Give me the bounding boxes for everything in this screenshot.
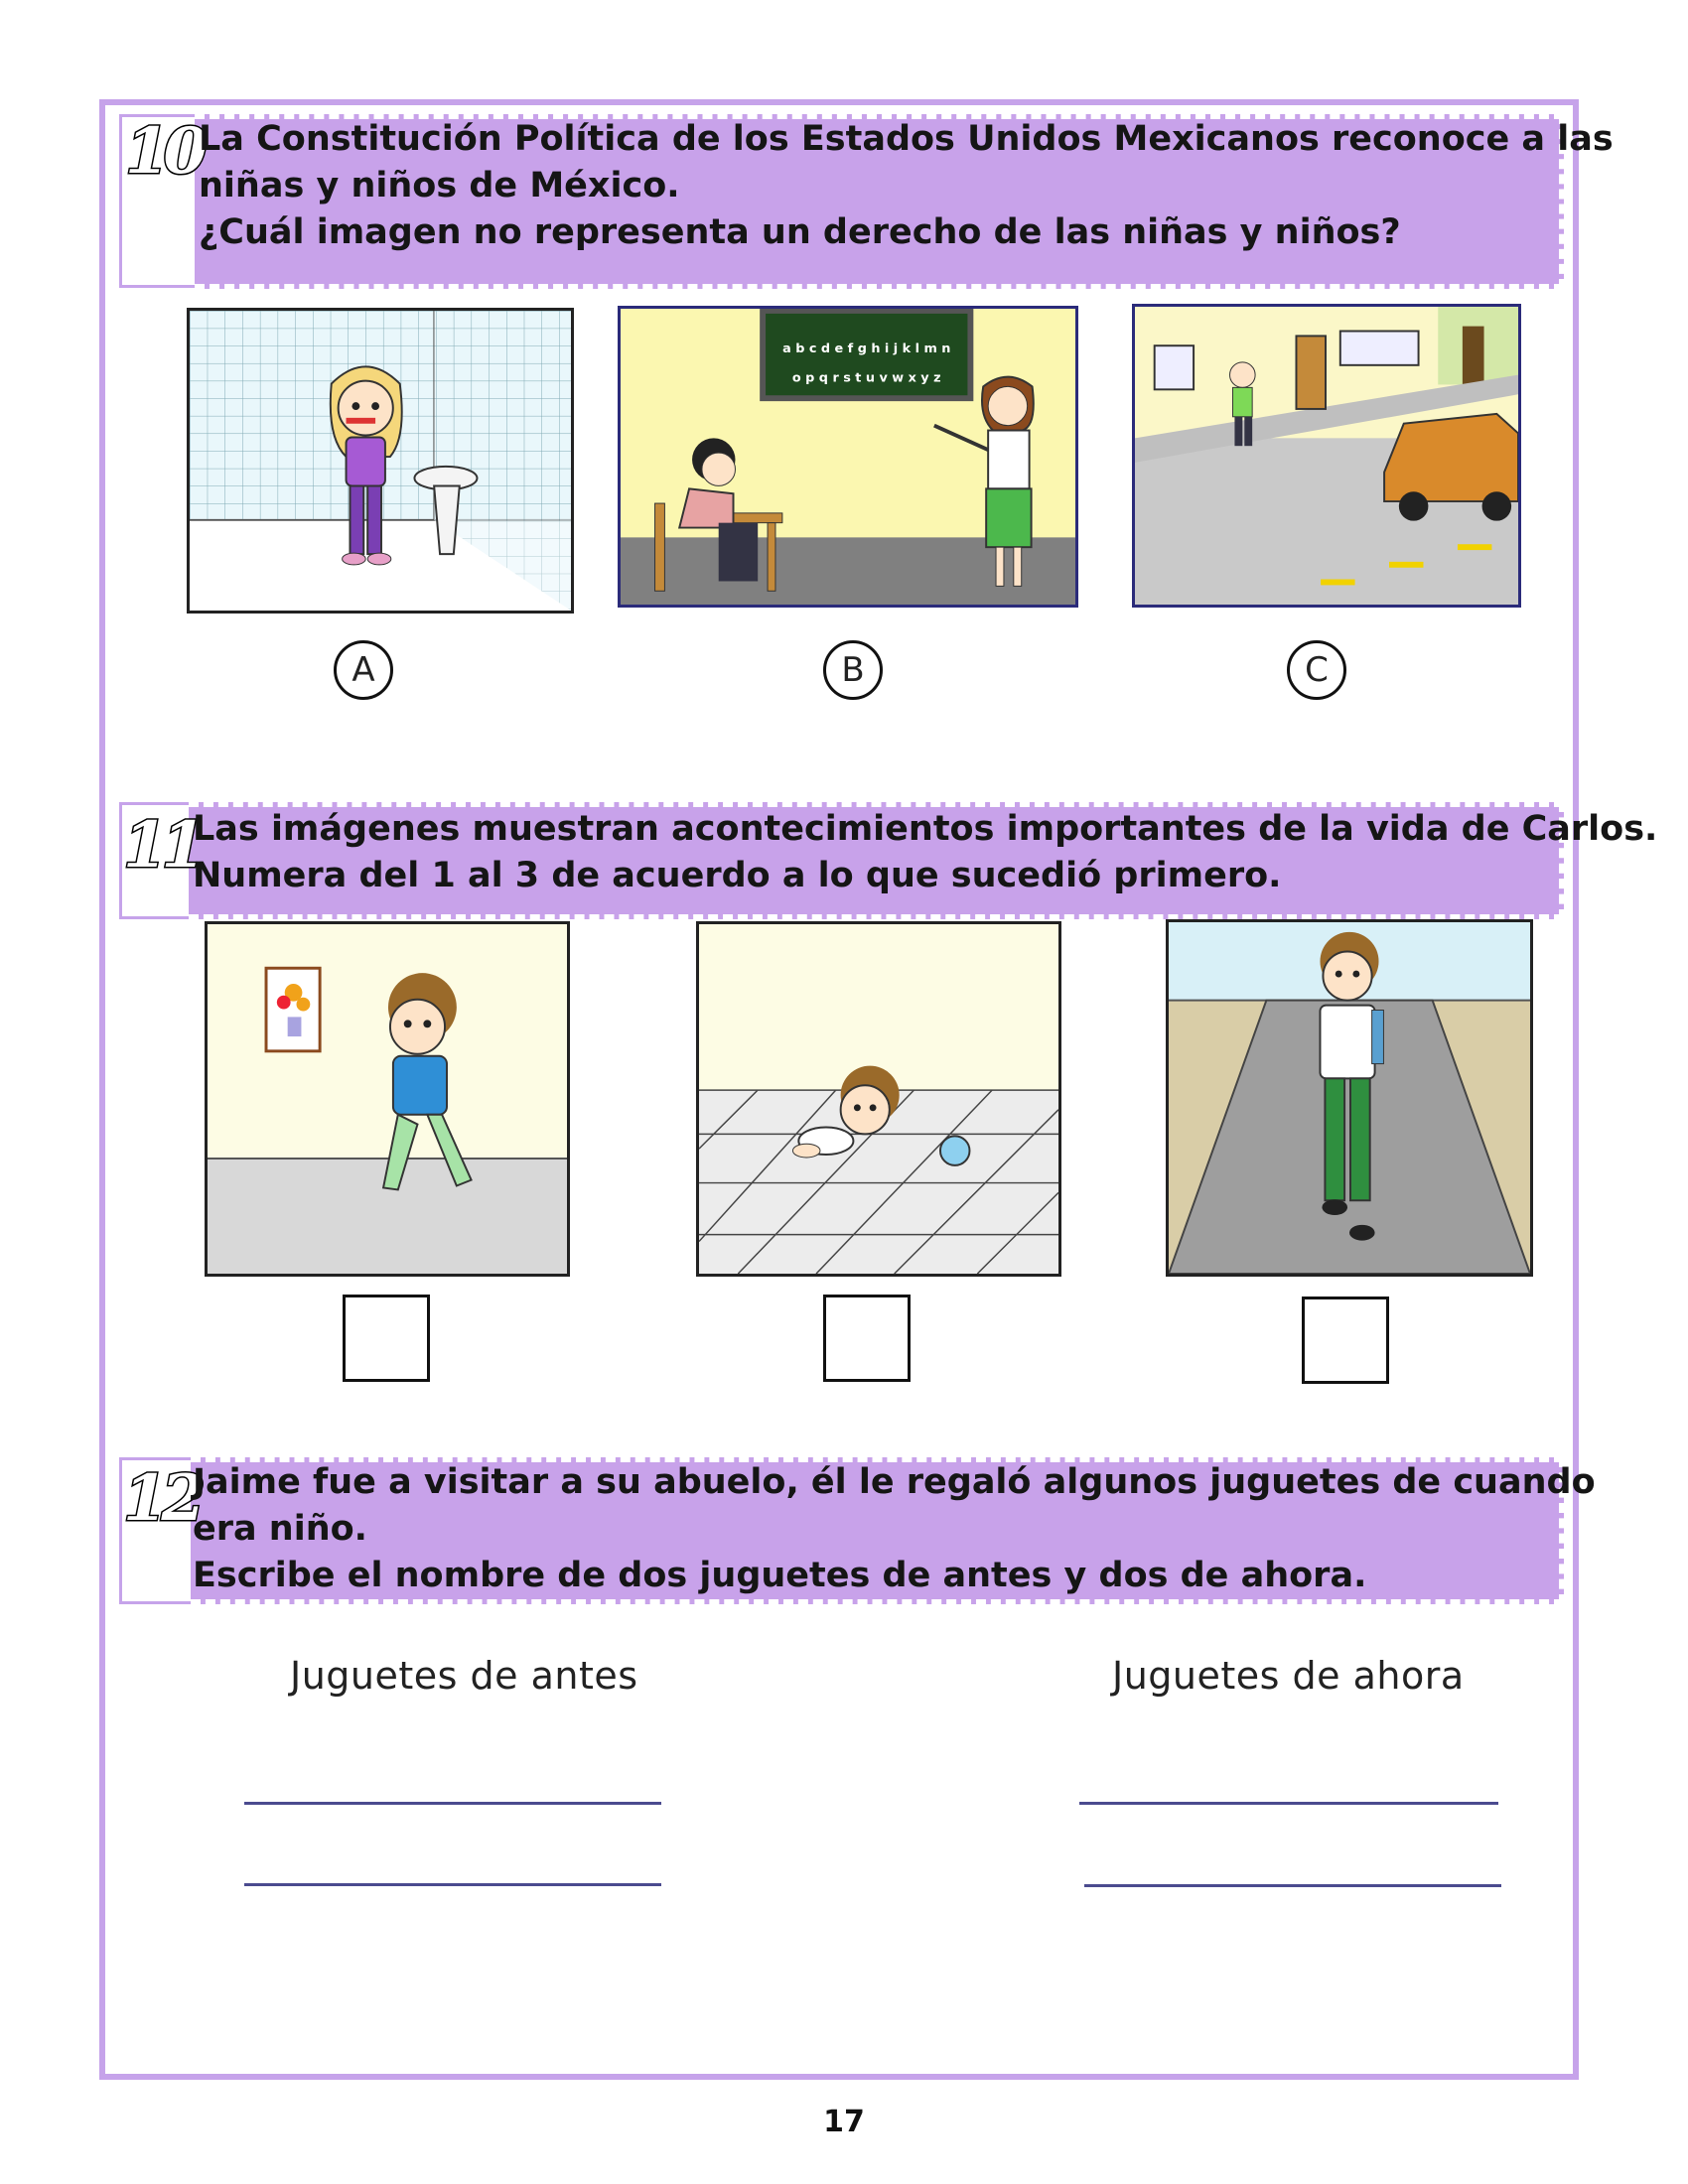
question-11-line-2: Numera del 1 al 3 de acuerdo a lo que sucedió primero.	[193, 856, 1282, 895]
question-11-header	[119, 802, 1658, 921]
picture-child-school	[1166, 919, 1533, 1277]
page-number: 17	[823, 2105, 865, 2139]
picture-baby-crawling	[696, 921, 1061, 1277]
option-c-circle[interactable]: C	[1287, 640, 1346, 700]
question-10-line-3: ¿Cuál imagen no representa un derecho de las niñas y niños?	[199, 212, 1401, 252]
order-box-3[interactable]	[1302, 1297, 1389, 1384]
question-12-line-1: Jaime fue a visitar a su abuelo, él le regaló algunos juguetes de cuando	[193, 1462, 1596, 1502]
question-10-header	[119, 114, 1614, 293]
chalkboard-row-1: a b c d e f g h i j k l m n	[782, 341, 951, 357]
question-10-line-1: La Constitución Política de los Estados Unidos Mexicanos reconoce a las	[199, 119, 1614, 159]
question-10-line-2: niñas y niños de México.	[199, 166, 680, 205]
answer-line-before-1[interactable]	[244, 1802, 661, 1805]
label-toys-before: Juguetes de antes	[290, 1654, 638, 1698]
picture-a-bathroom	[187, 308, 574, 614]
answer-line-now-1[interactable]	[1079, 1802, 1498, 1805]
question-12-line-3: Escribe el nombre de dos juguetes de antes y dos de ahora.	[193, 1556, 1367, 1595]
question-number: 10	[125, 114, 203, 189]
order-box-1[interactable]	[343, 1295, 430, 1382]
chalkboard-row-2: o p q r s t u v w x y z	[791, 370, 941, 386]
picture-b-classroom	[618, 306, 1078, 608]
picture-c-street	[1132, 304, 1521, 608]
option-a-circle[interactable]: A	[334, 640, 393, 700]
label-toys-now: Juguetes de ahora	[1112, 1654, 1465, 1698]
answer-line-now-2[interactable]	[1084, 1884, 1501, 1887]
question-number: 12	[123, 1461, 201, 1536]
question-12-line-2: era niño.	[193, 1509, 367, 1549]
question-12-header	[119, 1457, 1596, 1606]
picture-child-walking	[205, 921, 570, 1277]
question-11-line-1: Las imágenes muestran acontecimientos importantes de la vida de Carlos.	[193, 809, 1658, 849]
option-b-circle[interactable]: B	[823, 640, 883, 700]
question-number: 11	[123, 808, 201, 883]
order-box-2[interactable]	[823, 1295, 911, 1382]
answer-line-before-2[interactable]	[244, 1883, 661, 1886]
